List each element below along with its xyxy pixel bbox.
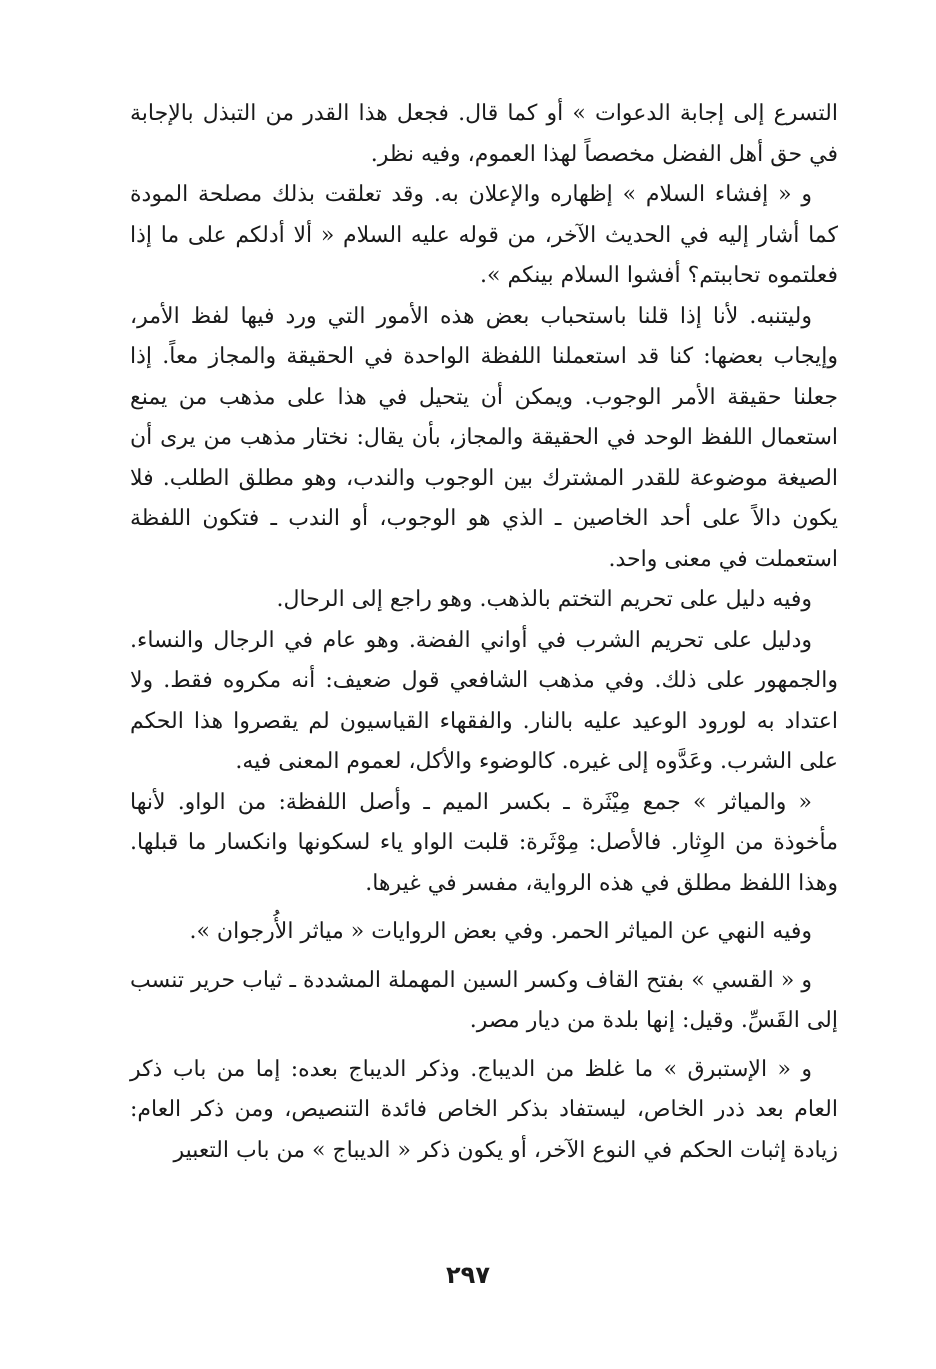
paragraph-4: وفيه دليل على تحريم التختم بالذهب. وهو راجع إلى الرحال. xyxy=(276,587,812,612)
paragraph-6: « والمياثر » جمع مِيْثَرة ـ بكسر الميم ـ وأصل اللفظة: من الواو. لأنها مأخوذة من الوِثار. فالأصل: مِوْثَرة: قلبت الواو ياء لسكونها وانكسار ما قبلها. وهذا اللفظ مطلق في هذه الرواية، مفسر في غيرها. xyxy=(130,789,838,896)
page-body xyxy=(130,94,838,1171)
paragraph-1: التسرع إلى إجابة الدعوات » أو كما قال. فجعل هذا القدر من التبذل بالإجابة في حق أهل الفضل مخصصاً لهذا العموم، وفيه نظر. xyxy=(130,101,838,167)
paragraph-5: ودليل على تحريم الشرب في أواني الفضة. وهو عام في الرجال والنساء. والجمهور على ذلك. وفي مذهب الشافعي قول ضعيف: أنه مكروه فقط. ولا اعتداد به لورود الوعيد عليه بالنار. والفقهاء القياسيون لم يقصروا هذا الحكم على الشرب. وعَدَّوه إلى غيره. كالوضوء والأكل، لعموم المعنى فيه. xyxy=(130,627,839,774)
paragraph-7: وفيه النهي عن المياثر الحمر. وفي بعض الروايات « مياثر الأُرجوان ». xyxy=(189,919,812,944)
paragraph-2: و « إفشاء السلام » إظهاره والإعلان به. وقد تعلقت بذلك مصلحة المودة كما أشار إليه في الحديث الآخر، من قوله عليه السلام « ألا أدلكم على ما إذا فعلتموه تحاببتم؟ أفشوا السلام بينكم ». xyxy=(130,182,838,288)
page-number: ٢٩٧ xyxy=(446,1261,490,1289)
paragraph-9: و « الإستبرق » ما غلظ من الديباج. وذكر الديباج بعده: إما من باب ذكر العام بعد ذدر الخاص، ليستفاد بذكر الخاص فائدة التنصيص، ومن ذكر العام: زيادة إثبات الحكم في النوع الآخر، أو يكون ذكر « الديباج » من باب التعبير xyxy=(130,1056,838,1163)
paragraph-8: و « القسي » بفتح القاف وكسر السين المهملة المشددة ـ ثياب حرير تنسب إلى القَسِّ. وقيل: إنها بلدة من ديار مصر. xyxy=(130,967,838,1033)
paragraph-3: وليتنبه. لأنا إذا قلنا باستحباب بعض هذه الأمور التي ورد فيها لفظ الأمر، وإيجاب بعضها: كنا قد استعملنا اللفظة الواحدة في الحقيقة والمجاز معاً. إذا جعلنا حقيقة الأمر الوجوب. ويمكن أن يتحيل في هذا على مذهب من يمنع استعمال اللفظ الوحد في الحقيقة والمجاز، بأن يقال: نختار مذهب من يرى أن الصيغة موضوعة للقدر المشترك بين الوجوب والندب، وهو مطلق الطلب. فلا يكون دالاً على أحد الخاصين ـ الذي هو الوجوب، أو الندب ـ فتكون اللفظة استعملت في معنى واحد. xyxy=(130,303,839,572)
